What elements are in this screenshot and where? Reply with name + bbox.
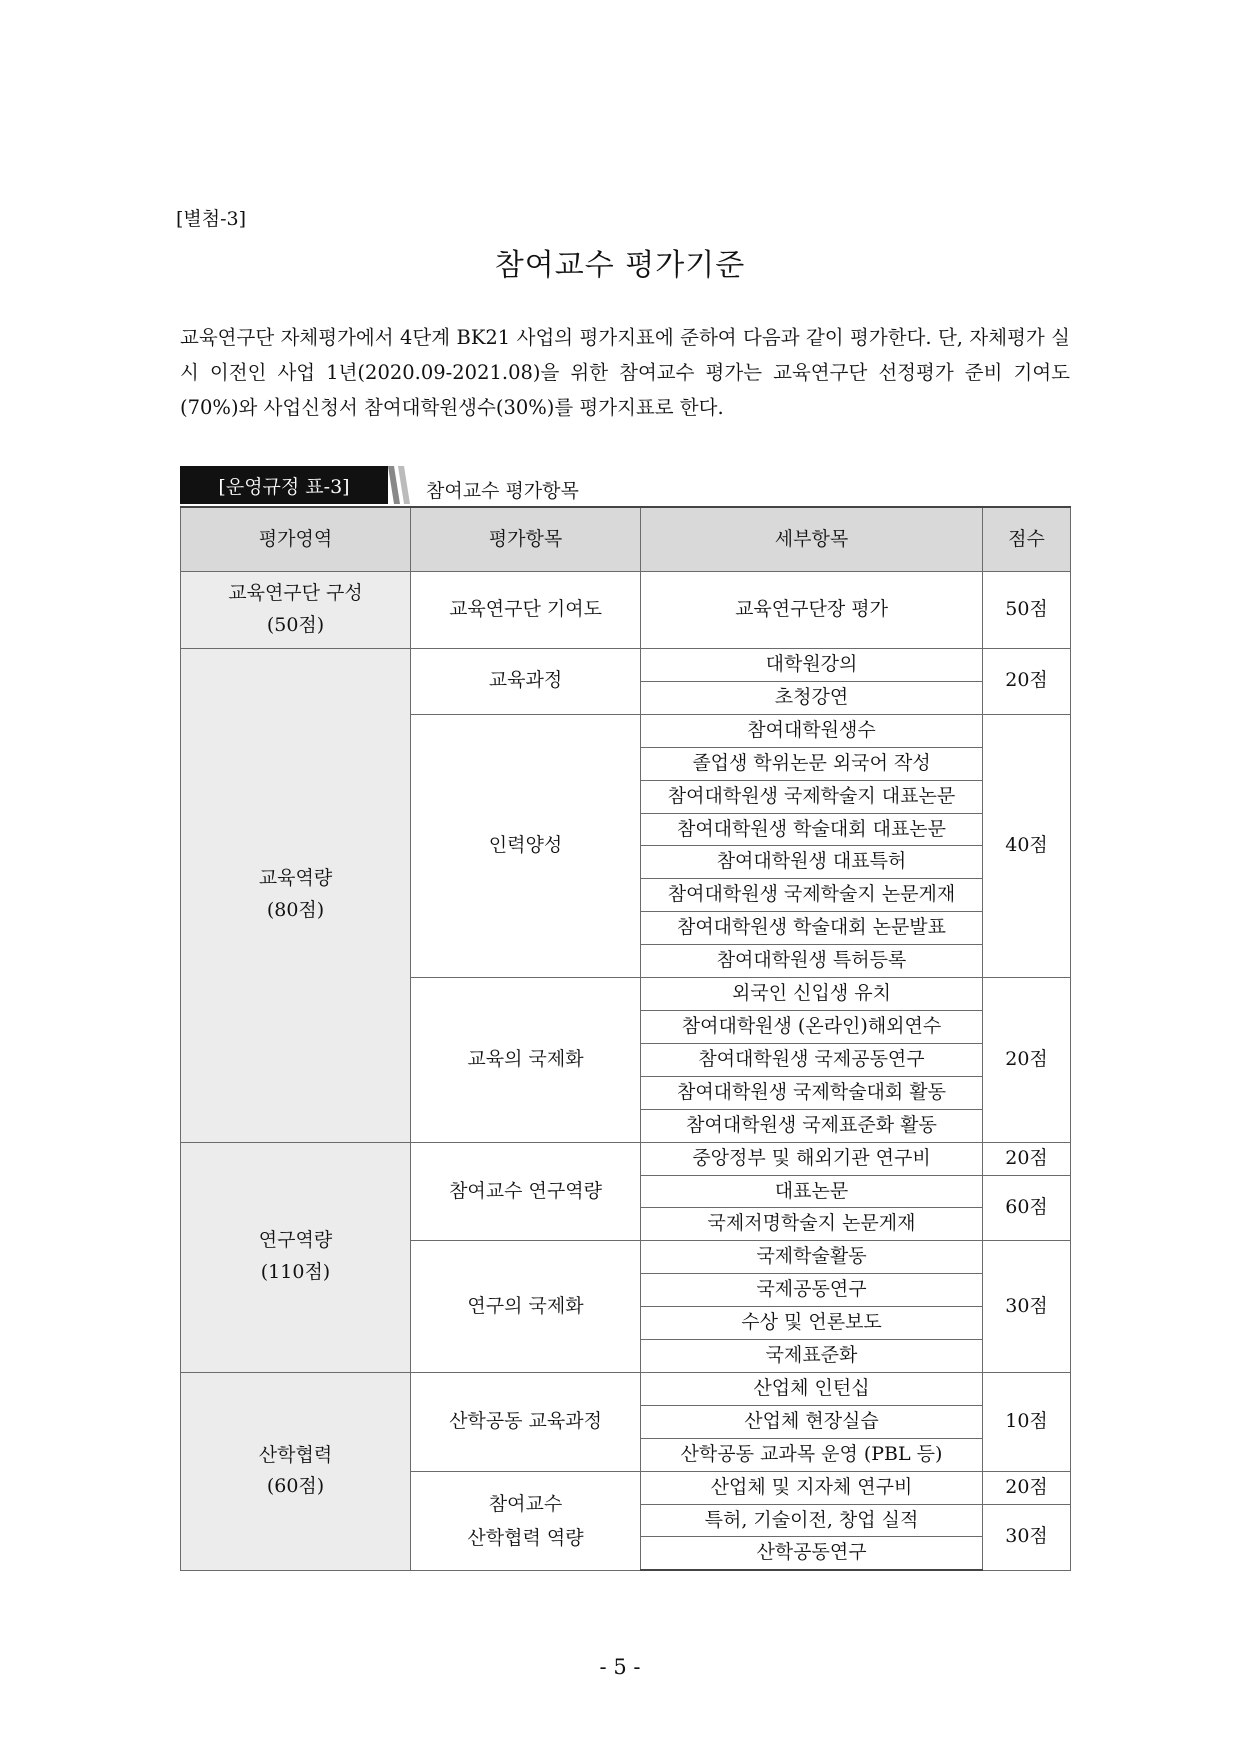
score-cell: 60점 bbox=[983, 1175, 1071, 1241]
detail-cell: 수상 및 언론보도 bbox=[641, 1307, 983, 1340]
score-cell: 30점 bbox=[983, 1504, 1071, 1570]
score-cell: 20점 bbox=[983, 649, 1071, 715]
score-cell: 20점 bbox=[983, 1142, 1071, 1175]
detail-cell: 중앙정부 및 해외기관 연구비 bbox=[641, 1142, 983, 1175]
intro-paragraph: 교육연구단 자체평가에서 4단계 BK21 사업의 평가지표에 준하여 다음과 같이 평가한다. 단, 자체평가 실시 이전인 사업 1년(2020.09-2021.08)을 위한 참여교수 평가는 교육연구단 선정평가 준비 기여도(70%)와 사업신청서 참여대학원생수(30%)를 평가지표로 한다. bbox=[180, 326, 1070, 419]
item-cell: 산학공동 교육과정 bbox=[411, 1372, 641, 1471]
page-number: - 5 - bbox=[599, 1655, 641, 1679]
area-cell: 산학협력 (60점) bbox=[181, 1372, 411, 1570]
item-cell: 인력양성 bbox=[411, 714, 641, 977]
detail-cell: 특허, 기술이전, 창업 실적 bbox=[641, 1504, 983, 1537]
item-cell: 교육과정 bbox=[411, 649, 641, 715]
detail-cell: 참여대학원생 국제학술지 논문게재 bbox=[641, 879, 983, 912]
area-cell: 교육역량 (80점) bbox=[181, 649, 411, 1143]
item-cell: 교육연구단 기여도 bbox=[411, 572, 641, 649]
detail-cell: 국제저명학술지 논문게재 bbox=[641, 1208, 983, 1241]
detail-cell: 참여대학원생 국제학술지 대표논문 bbox=[641, 780, 983, 813]
attachment-label: [별첨-3] bbox=[176, 208, 247, 230]
detail-cell: 산학공동연구 bbox=[641, 1537, 983, 1570]
area-cell: 연구역량 (110점) bbox=[181, 1142, 411, 1372]
detail-cell: 참여대학원생 (온라인)해외연수 bbox=[641, 1010, 983, 1043]
detail-cell: 참여대학원생 국제공동연구 bbox=[641, 1043, 983, 1076]
score-cell: 10점 bbox=[983, 1372, 1071, 1471]
detail-cell: 산업체 및 지자체 연구비 bbox=[641, 1471, 983, 1504]
detail-cell: 초청강연 bbox=[641, 681, 983, 714]
score-cell: 50점 bbox=[983, 572, 1071, 649]
table-caption-text: 참여교수 평가항목 bbox=[426, 479, 579, 502]
area-cell: 교육연구단 구성 (50점) bbox=[181, 572, 411, 649]
detail-cell: 산학공동 교과목 운영 (PBL 등) bbox=[641, 1438, 983, 1471]
evaluation-table bbox=[180, 506, 1071, 1571]
score-cell: 20점 bbox=[983, 978, 1071, 1143]
detail-cell: 교육연구단장 평가 bbox=[641, 572, 983, 649]
detail-cell: 참여대학원생 국제학술대회 활동 bbox=[641, 1076, 983, 1109]
detail-cell: 졸업생 학위논문 외국어 작성 bbox=[641, 747, 983, 780]
detail-cell: 산업체 현장실습 bbox=[641, 1405, 983, 1438]
detail-cell: 대학원강의 bbox=[641, 649, 983, 682]
detail-cell: 참여대학원생수 bbox=[641, 714, 983, 747]
header-area: 평가영역 bbox=[181, 507, 411, 572]
table-tag: [운영규정 표-3] bbox=[180, 466, 388, 504]
item-cell: 연구의 국제화 bbox=[411, 1241, 641, 1373]
table-row bbox=[181, 572, 1071, 649]
table-row bbox=[181, 1372, 1071, 1405]
item-cell: 참여교수 연구역량 bbox=[411, 1142, 641, 1241]
detail-cell: 참여대학원생 학술대회 대표논문 bbox=[641, 813, 983, 846]
detail-cell: 외국인 신입생 유치 bbox=[641, 978, 983, 1011]
detail-cell: 참여대학원생 국제표준화 활동 bbox=[641, 1109, 983, 1142]
detail-cell: 국제학술활동 bbox=[641, 1241, 983, 1274]
detail-cell: 대표논문 bbox=[641, 1175, 983, 1208]
detail-cell: 산업체 인턴십 bbox=[641, 1372, 983, 1405]
header-detail: 세부항목 bbox=[641, 507, 983, 572]
score-cell: 30점 bbox=[983, 1241, 1071, 1373]
table-header-row bbox=[181, 507, 1071, 572]
table-row bbox=[181, 1142, 1071, 1175]
header-item: 평가항목 bbox=[411, 507, 641, 572]
detail-cell: 참여대학원생 학술대회 논문발표 bbox=[641, 912, 983, 945]
detail-cell: 국제표준화 bbox=[641, 1340, 983, 1373]
detail-cell: 참여대학원생 대표특허 bbox=[641, 846, 983, 879]
header-score: 점수 bbox=[983, 507, 1071, 572]
table-row bbox=[181, 649, 1071, 682]
detail-cell: 참여대학원생 특허등록 bbox=[641, 945, 983, 978]
score-cell: 40점 bbox=[983, 714, 1071, 977]
detail-cell: 국제공동연구 bbox=[641, 1274, 983, 1307]
caption-divider-icon bbox=[388, 466, 414, 504]
item-cell: 교육의 국제화 bbox=[411, 978, 641, 1143]
page-title: 참여교수 평가기준 bbox=[494, 248, 746, 283]
score-cell: 20점 bbox=[983, 1471, 1071, 1504]
item-cell: 참여교수 산학협력 역량 bbox=[411, 1471, 641, 1570]
table-caption bbox=[180, 466, 579, 504]
